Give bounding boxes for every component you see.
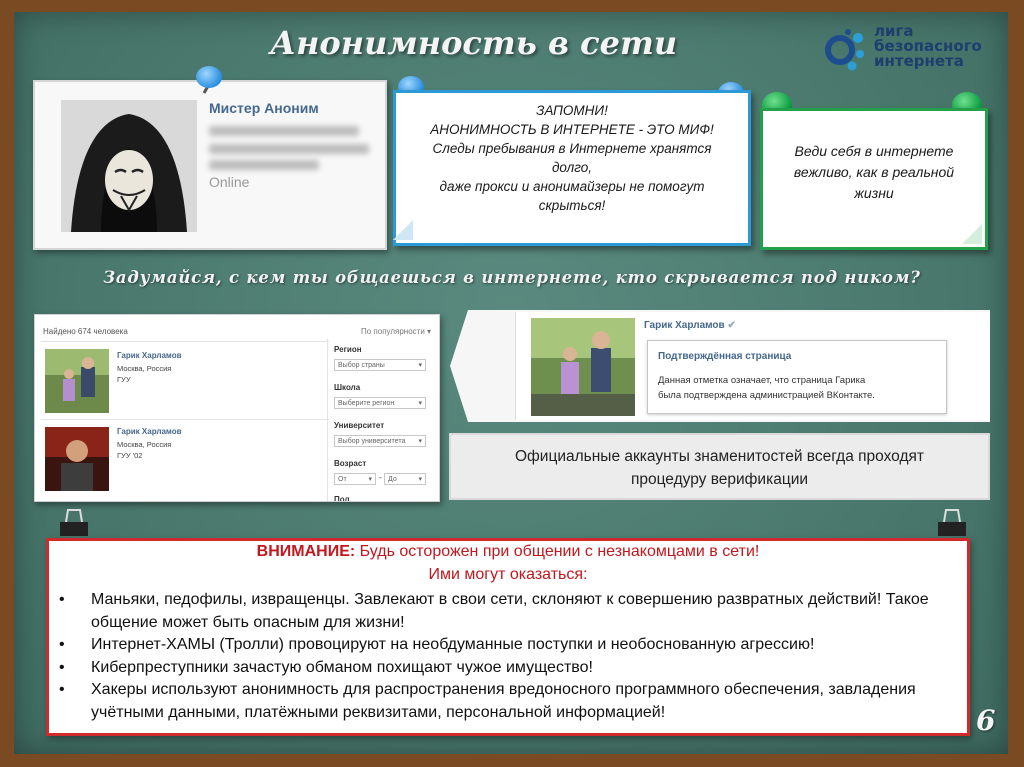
list-item-text: Интернет-ХАМЫ (Тролли) провоцируют на необдуманные поступки и необоснованную агрессию! <box>91 636 815 653</box>
filter-sex-label: Пол <box>334 495 350 502</box>
list-item <box>59 657 939 680</box>
online-status: Online <box>209 174 250 190</box>
result-name-1: Гарик Харламов <box>117 351 182 360</box>
remember-line-4: долго, <box>551 160 593 175</box>
result-info-2 <box>117 439 171 461</box>
divider <box>41 341 329 342</box>
remember-line-6: скрыться! <box>538 198 606 213</box>
polite-line-3: жизни <box>854 185 894 201</box>
remember-note <box>393 90 751 246</box>
result-info-1 <box>117 363 171 385</box>
filter-uni-label: Университет <box>334 421 385 430</box>
filter-age-to-value: До <box>388 476 397 483</box>
list-item <box>59 634 939 657</box>
sort-label: По популярности <box>361 327 425 336</box>
warning-headline-text: Будь осторожен при общении с незнакомцами в сети! <box>355 543 760 560</box>
age-dash: - <box>379 473 382 482</box>
filter-uni-select[interactable]: Выбор университета ▾ <box>334 435 426 447</box>
hooded-mask-icon <box>61 100 197 232</box>
verification-note <box>449 433 990 500</box>
logo-line-3: интернета <box>874 52 964 70</box>
polite-note-text <box>763 141 985 204</box>
verified-photo <box>531 318 635 416</box>
list-item-text: Маньяки, педофилы, извращенцы. Завлекают в свои сети, склоняют к совершению развратных действий! Такое общение может быть опасным для жизни! <box>91 591 929 631</box>
binder-clip-icon <box>58 508 90 538</box>
logo-text <box>874 24 982 69</box>
speech-pin-icon <box>196 66 222 88</box>
filter-age-to[interactable]: До ▾ <box>384 473 426 485</box>
result-photo-1 <box>45 349 109 413</box>
warning-headline <box>49 543 967 561</box>
binder-clip-icon <box>936 508 968 538</box>
search-filters <box>327 339 434 502</box>
verified-name-text: Гарик Харламов <box>644 320 725 331</box>
anonymous-avatar <box>61 100 197 232</box>
filter-region-value: Выбор страны <box>338 362 385 369</box>
filter-school-select[interactable]: Выберите регион ▾ <box>334 397 426 409</box>
logo-line-2: безопасного <box>874 37 982 55</box>
filter-school-label: Школа <box>334 383 361 392</box>
blurred-text <box>209 144 369 154</box>
warning-prefix: ВНИМАНИЕ: <box>256 543 356 560</box>
list-item-text: Киберпреступники зачастую обманом похищают чужое имущество! <box>91 658 593 676</box>
list-item <box>59 679 939 724</box>
list-item-text: Хакеры используют анонимность для распространения вредоносного программного обеспечения, завладения учётными данными, платёжными реквизитами, персональной информацией! <box>91 681 916 721</box>
search-results-screenshot <box>34 314 440 502</box>
page-number: 6 <box>976 704 996 737</box>
warning-subhead: Ими могут оказаться: <box>428 566 588 583</box>
slide-title: Анонимность в сети <box>270 24 678 62</box>
verification-line-2: процедуру верификации <box>630 471 809 488</box>
verification-text <box>451 445 988 491</box>
filter-region-select[interactable]: Выбор страны ▾ <box>334 359 426 371</box>
warning-list <box>59 589 939 724</box>
page-curl <box>393 220 413 240</box>
bullet: • <box>59 681 65 698</box>
remember-note-text <box>396 101 748 215</box>
divider <box>41 419 329 420</box>
polite-note <box>760 108 988 250</box>
page-curl <box>962 224 982 244</box>
verified-page-screenshot <box>515 312 990 420</box>
filter-school-value: Выберите регион <box>338 400 395 407</box>
result-city-1: Москва, Россия <box>117 364 172 373</box>
question-heading: Задумайся, с кем ты общаешься в интернете, кто скрывается под ником? <box>103 268 921 287</box>
tooltip-title: Подтверждённая страница <box>658 351 792 362</box>
result-photo-2 <box>45 427 109 491</box>
verified-tooltip <box>647 340 947 414</box>
result-city-2: Москва, Россия <box>117 440 172 449</box>
blurred-text <box>209 126 359 136</box>
warning-box <box>46 538 970 736</box>
checkmark-icon: ✔ <box>727 320 736 331</box>
remember-line-2: АНОНИМНОСТЬ В ИНТЕРНЕТЕ - ЭТО МИФ! <box>430 122 714 137</box>
bullet: • <box>59 636 65 653</box>
remember-line-1: ЗАПОМНИ! <box>536 103 608 118</box>
polite-line-2: вежливо, как в реальной <box>793 164 955 180</box>
filter-age-label: Возраст <box>334 459 367 468</box>
filter-uni-value: Выбор университета <box>338 438 406 445</box>
tooltip-text <box>658 373 938 403</box>
filter-age-from[interactable]: От ▾ <box>334 473 376 485</box>
anonymous-profile-card <box>33 80 387 250</box>
league-logo <box>822 20 992 82</box>
results-count: Найдено 674 человека <box>43 327 128 336</box>
tooltip-line-1: Данная отметка означает, что страница Гарика <box>658 375 866 386</box>
result-name-2: Гарик Харламов <box>117 427 182 436</box>
logo-line-1: лига <box>874 22 914 40</box>
remember-line-5: даже прокси и анонимайзеры не помогут <box>439 179 705 194</box>
result-uni-2: ГУУ '02 <box>117 451 143 460</box>
tooltip-line-2: была подтверждена администрацией ВКонтакте. <box>658 390 875 401</box>
verified-name <box>644 320 736 331</box>
polite-line-1: Веди себя в интернете <box>794 143 954 159</box>
sort-dropdown: По популярности ▾ <box>361 327 432 336</box>
bullet: • <box>59 658 65 676</box>
bullet: • <box>59 591 65 608</box>
result-uni-1: ГУУ <box>117 375 131 384</box>
profile-name: Мистер Аноним <box>209 100 319 116</box>
league-logo-icon <box>822 26 870 74</box>
filter-region-label: Регион <box>334 345 362 354</box>
filter-age-from-value: От <box>338 476 347 483</box>
remember-line-3: Следы пребывания в Интернете хранятся <box>432 141 712 156</box>
verification-line-1: Официальные аккаунты знаменитостей всегда проходят <box>515 448 924 465</box>
blurred-text <box>209 160 319 170</box>
list-item <box>59 589 939 634</box>
